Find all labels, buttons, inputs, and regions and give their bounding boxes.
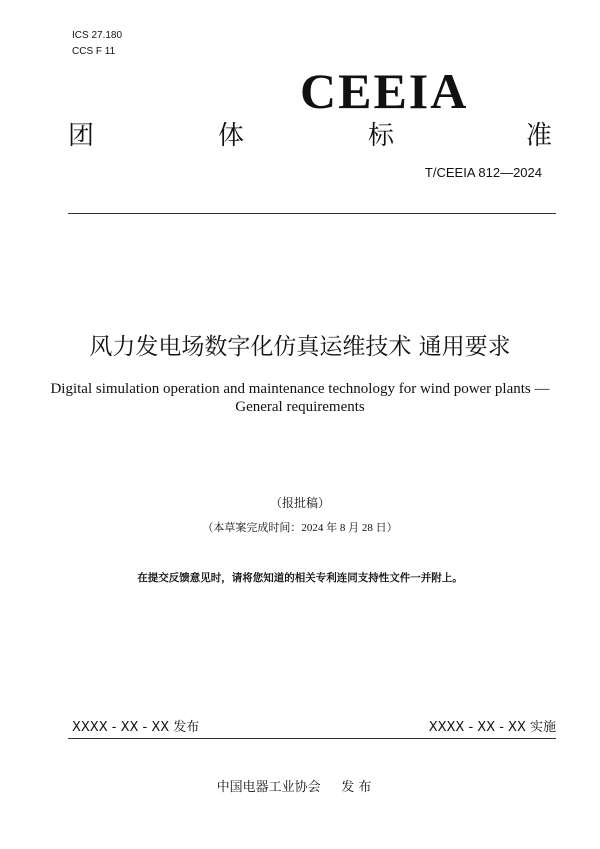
standard-type-char: 体	[218, 121, 245, 151]
title-en-line1: Digital simulation operation and maintenance technology for wind power plants —	[50, 381, 550, 397]
top-divider	[68, 213, 556, 214]
draft-status: （报批稿）	[269, 496, 330, 510]
implement-date: XXXX - XX - XX 实施	[428, 720, 556, 735]
ccs-code: CCS F 11	[72, 46, 116, 57]
standard-code: T/CEEIA 812—2024	[424, 165, 542, 180]
title-zh: 风力发电场数字化仿真运维技术 通用要求	[89, 334, 511, 360]
standard-type-char: 标	[368, 121, 395, 151]
publisher: 中国电器工业协会 发 布	[216, 780, 372, 795]
standard-type-char: 准	[526, 121, 553, 151]
publish-date: XXXX - XX - XX 发布	[72, 720, 200, 735]
ceeia-logo: CEEIA	[300, 63, 469, 119]
bottom-divider	[68, 738, 556, 739]
title-en-line2: General requirements	[235, 399, 365, 415]
patent-notice: 在提交反馈意见时，请将您知道的相关专利连同支持性文件一并附上。	[137, 572, 463, 584]
ics-code: ICS 27.180	[72, 30, 123, 41]
draft-date: （本草案完成时间：2024 年 8 月 28 日）	[202, 522, 398, 534]
standard-type-char: 团	[68, 121, 95, 151]
